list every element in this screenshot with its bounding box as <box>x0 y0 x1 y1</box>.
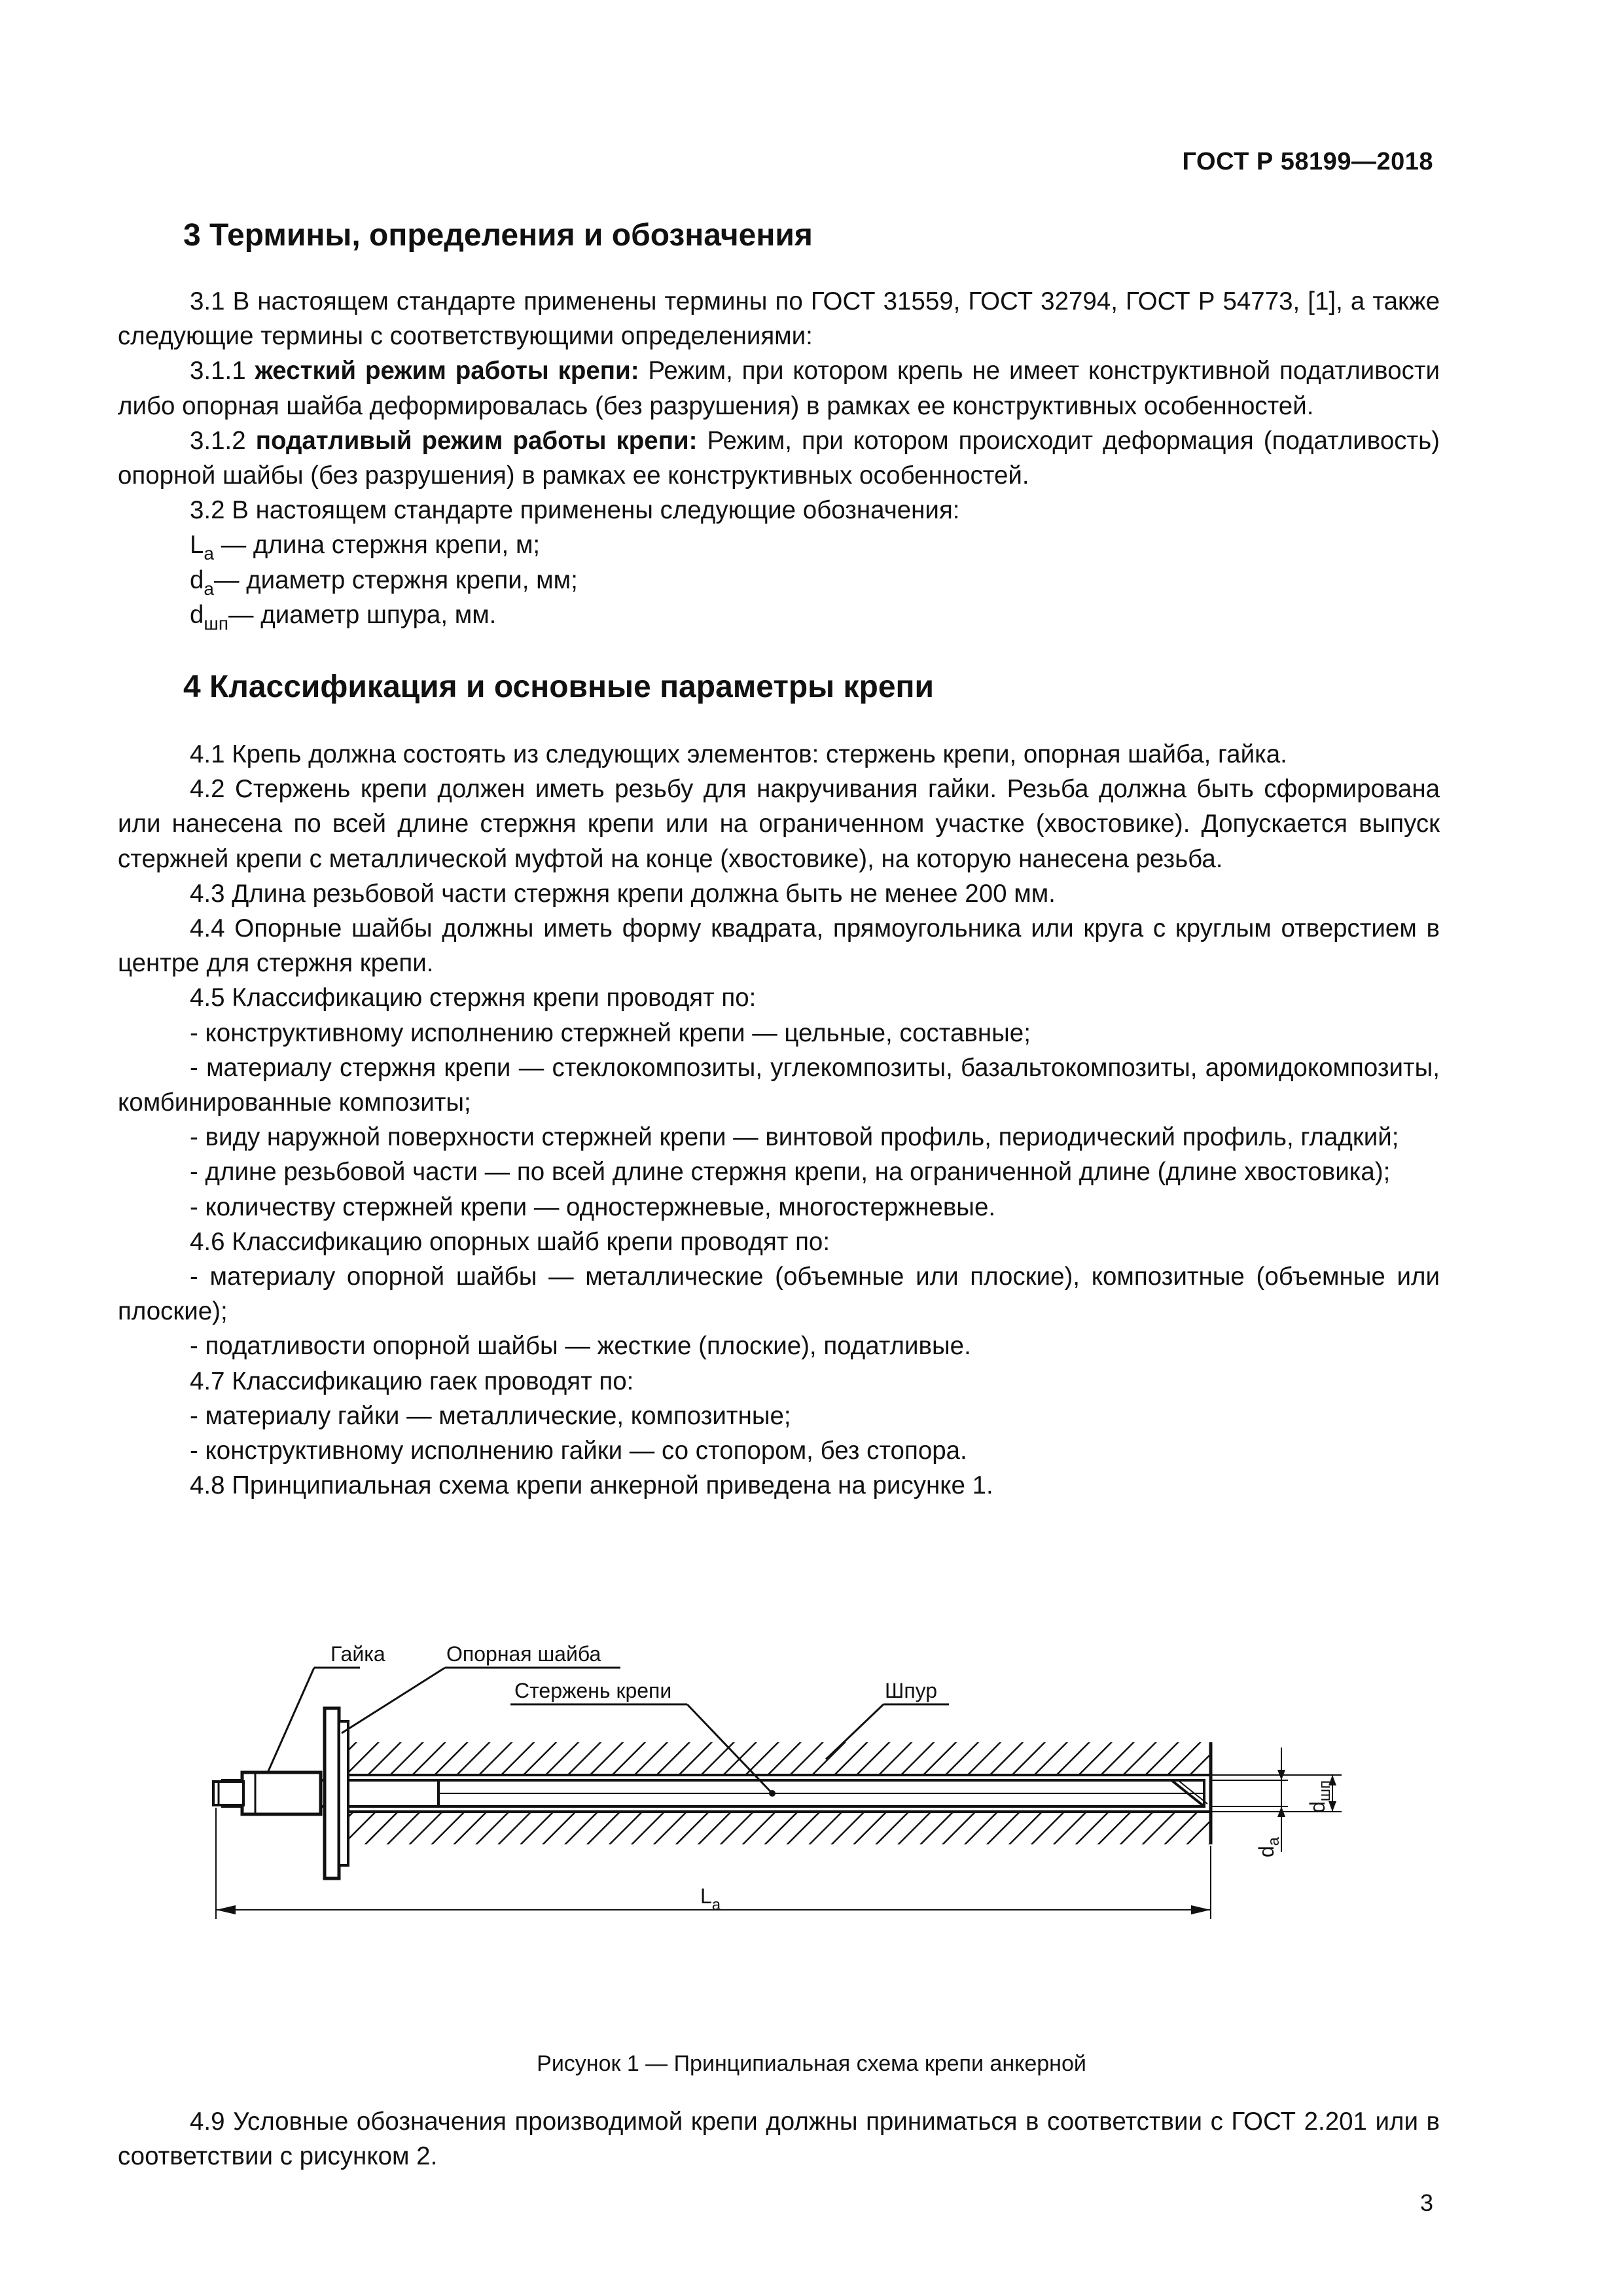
symbol: d <box>190 565 204 594</box>
list-item: - конструктивному исполнению гайки — со стопором, без стопора. <box>190 1437 967 1465</box>
threaded-tail <box>340 1780 438 1806</box>
dim-la-arrow-right <box>1191 1905 1211 1914</box>
nut <box>242 1772 321 1814</box>
dim-dshp-label: $d_{шп}$ <box>1306 1780 1334 1813</box>
figure-caption: Рисунок 1 — Принципиальная схема крепи анкерной <box>537 2051 1086 2076</box>
symbol-la <box>118 528 1440 562</box>
dim-da-label: $d_a$ <box>1255 1837 1283 1857</box>
paragraph: 4.3 Длина резьбовой части стержня крепи должна быть не менее 200 мм. <box>190 879 1056 908</box>
leader-washer <box>342 1668 445 1733</box>
term-name: жесткий режим работы крепи: <box>255 357 639 386</box>
label-hole: Шпур <box>885 1679 938 1702</box>
list-item: - количеству стержней крепи — одностержневые, многостержневые. <box>190 1193 996 1221</box>
paragraph: 4.7 Классификацию гаек проводят по: <box>190 1367 634 1395</box>
list-item: - виду наружной поверхности стержней крепи — винтовой профиль, периодический профиль, гладкий; <box>190 1123 1399 1152</box>
leader-nut <box>268 1668 314 1771</box>
washer-backing <box>339 1721 348 1865</box>
dim-dshp-arrow-bottom <box>1329 1801 1336 1812</box>
figure-1 <box>0 1564 1623 2036</box>
section-4-title: 4 Классификация и основные параметры крепи <box>183 670 935 705</box>
section-3-title: 3 Термины, определения и обозначения <box>183 218 813 253</box>
term-definition: Режим, при котором крепь не имеет конструктивной податливости либо опорная шайба деформировалась (без разрушения) в рамках ее конструктивных особенностей. <box>118 357 1440 420</box>
list-item: - материалу опорной шайбы — металлические (объемные или плоские), композитные (объемные или плоские); <box>118 1263 1440 1326</box>
term-definition: Режим, при котором происходит деформация (податливость) опорной шайбы (без разрушения) в рамках ее конструктивных особенностей. <box>118 426 1440 490</box>
term-3-1-1 <box>118 353 1440 423</box>
symbol-subscript: шп <box>204 613 229 634</box>
paragraph: 4.4 Опорные шайбы должны иметь форму квадрата, прямоугольника или круга с круглым отверстием в центре для стержня крепи. <box>118 914 1440 978</box>
term-3-1-2 <box>118 423 1440 493</box>
symbol-definition: — длина стержня крепи, м; <box>214 531 541 560</box>
page-number: 3 <box>1419 2189 1433 2216</box>
list-item: - материалу гайки — металлические, композитные; <box>190 1401 791 1430</box>
paragraph-4-9: 4.9 Условные обозначения производимой крепи должны приниматься в соответствии с ГОСТ 2.201 или в соответствии с рисунком 2. <box>118 2108 1440 2171</box>
paragraph: 4.8 Принципиальная схема крепи анкерной приведена на рисунке 1. <box>190 1471 993 1500</box>
paragraph: 4.5 Классификацию стержня крепи проводят по: <box>190 984 757 1013</box>
label-nut: Гайка <box>330 1642 385 1666</box>
symbol-da <box>118 563 1440 598</box>
term-name: податливый режим работы крепи: <box>255 426 698 455</box>
anchor-diagram <box>0 1564 1623 2036</box>
dim-la-arrow-left <box>216 1905 236 1914</box>
paragraph: 4.6 Классификацию опорных шайб крепи проводят по: <box>190 1227 830 1256</box>
paragraph-3-2: 3.2 В настоящем стандарте применены следующие обозначения: <box>190 496 960 525</box>
rock-hatch-top <box>348 1742 1211 1775</box>
document-code: ГОСТ Р 58199—2018 <box>1182 148 1433 175</box>
symbol: d <box>190 600 204 629</box>
document-body <box>118 216 1440 1503</box>
list-item: - материалу стержня крепи — стеклокомпозиты, углекомпозиты, базальтокомпозиты, аромидокомпозиты, комбинированные композиты; <box>118 1053 1440 1117</box>
paragraph-3-1: 3.1 В настоящем стандарте применены термины по ГОСТ 31559, ГОСТ 32794, ГОСТ Р 54773, [1], а также следующие термины с соответствующими определениями: <box>118 287 1440 351</box>
list-item: - конструктивному исполнению стержней крепи — цельные, составные; <box>190 1018 1031 1047</box>
document-body-continued <box>118 2104 1440 2174</box>
rock-hatch-bottom <box>348 1812 1211 1844</box>
paragraph: 4.1 Крепь должна состоять из следующих элементов: стержень крепи, опорная шайба, гайка. <box>190 740 1287 769</box>
dim-la-label: $L_a$ <box>700 1884 721 1914</box>
list-item: - длине резьбовой части — по всей длине стержня крепи, на ограниченной длине (длине хвостовика); <box>190 1158 1391 1187</box>
symbol: L <box>190 531 204 560</box>
label-washer: Опорная шайба <box>446 1642 601 1666</box>
symbol-subscript: a <box>204 578 214 599</box>
symbol-definition: — диаметр стержня крепи, мм; <box>214 565 578 594</box>
support-washer <box>325 1708 339 1878</box>
symbol-definition: — диаметр шпура, мм. <box>228 600 497 629</box>
term-number: 3.1.1 <box>190 357 255 386</box>
label-rod: Стержень крепи <box>514 1679 672 1702</box>
symbol-subscript: a <box>204 543 214 564</box>
leader-rod-dot <box>769 1790 776 1797</box>
paragraph: 4.2 Стержень крепи должен иметь резьбу для накручивания гайки. Резьба должна быть сформирована или нанесена по всей длине стержня крепи или на ограниченном участке (хвостовике). Допускается выпуск стержней крепи с металлической муфтой на конце (хвостовике), на которую нанесена резьба. <box>118 775 1440 873</box>
list-item: - податливости опорной шайбы — жесткие (плоские), податливые. <box>190 1332 971 1361</box>
term-number: 3.1.2 <box>190 426 256 455</box>
symbol-dshp <box>118 598 1440 632</box>
